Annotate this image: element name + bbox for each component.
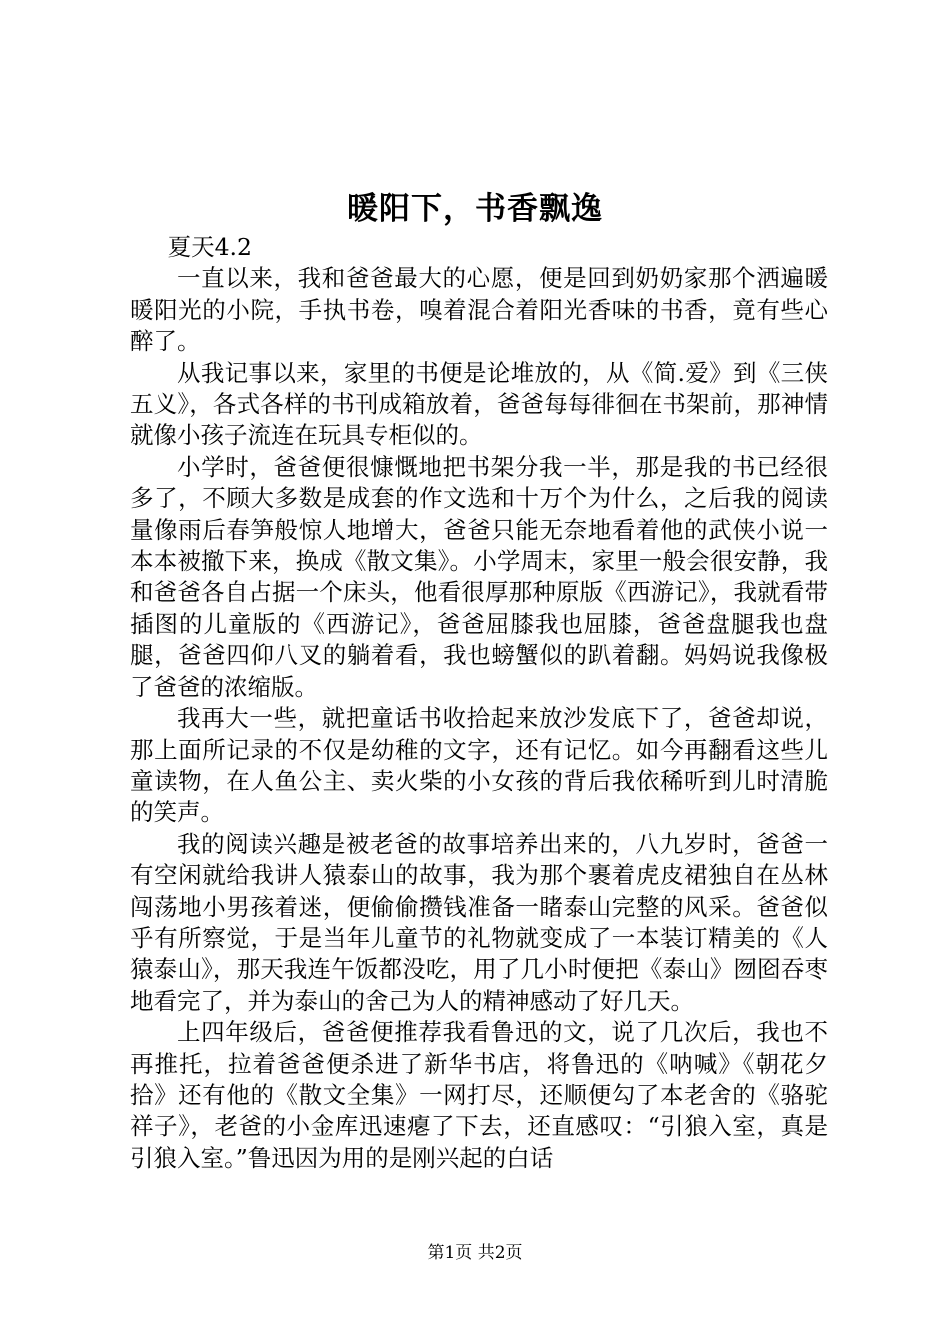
paragraph: 上四年级后，爸爸便推荐我看鲁迅的文，说了几次后，我也不再推托，拉着爸爸便杀进了新华书店，将鲁迅的《呐喊》《朝花夕拾》还有他的《散文全集》一网打尽，还顺便勾了本老舍的《骆驼祥子》，老爸的小金库迅速瘪了下去，还直感叹：“引狼入室，真是引狼入室。”鲁迅因为用的是刚兴起的白话 [130,1018,828,1172]
document-title: 暖阳下，书香飘逸 [347,191,603,227]
author-line: 夏天4.2 [167,233,252,261]
paragraph: 我再大一些，就把童话书收拾起来放沙发底下了，爸爸却说，那上面所记录的不仅是幼稚的文字，还有记忆。如今再翻看这些儿童读物，在人鱼公主、卖火柴的小女孩的背后我依稀听到儿时清脆的笑声。 [130,704,828,827]
paragraph: 一直以来，我和爸爸最大的心愿，便是回到奶奶家那个洒遍暖暖阳光的小院，手执书卷，嗅着混合着阳光香味的书香，竟有些心醉了。 [130,264,828,356]
paragraph: 小学时，爸爸便很慷慨地把书架分我一半，那是我的书已经很多了，不顾大多数是成套的作文选和十万个为什么，之后我的阅读量像雨后春笋般惊人地增大，爸爸只能无奈地看着他的武侠小说一本本被撤下来，换成《散文集》。小学周末，家里一般会很安静，我和爸爸各自占据一个床头，他看很厚那种原版《西游记》，我就看带插图的儿童版的《西游记》，爸爸屈膝我也屈膝，爸爸盘腿我也盘腿，爸爸四仰八叉的躺着看，我也螃蟹似的趴着翻。妈妈说我像极了爸爸的浓缩版。 [130,452,828,701]
paragraph: 从我记事以来，家里的书便是论堆放的，从《简.爱》到《三侠五义》，各式各样的书刊成箱放着，爸爸每每徘徊在书架前，那神情就像小孩子流连在玩具专柜似的。 [130,358,828,450]
document-body [130,232,828,1174]
page-footer: 第1页 共2页 [427,1243,523,1263]
paragraph: 我的阅读兴趣是被老爸的故事培养出来的，八九岁时，爸爸一有空闲就给我讲人猿泰山的故事，我为那个裹着虎皮裙独自在丛林闯荡地小男孩着迷，便偷偷攒钱准备一睹泰山完整的风采。爸爸似乎有所察觉，于是当年儿童节的礼物就变成了一本装订精美的《人猿泰山》，那天我连午饭都没吃，用了几小时便把《泰山》囫囵吞枣地看完了，并为泰山的舍己为人的精神感动了好几天。 [130,829,828,1015]
